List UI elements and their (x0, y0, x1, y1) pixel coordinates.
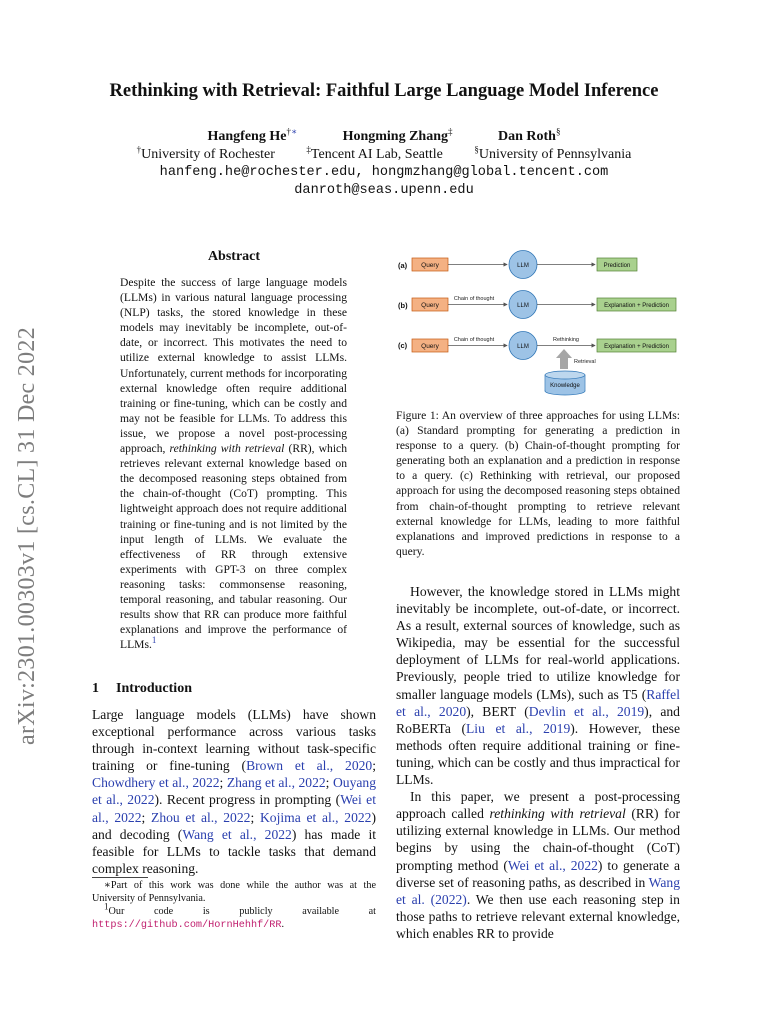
arxiv-identifier[interactable]: arXiv:2301.00303v1 [cs.CL] 31 Dec 2022 (14, 327, 40, 745)
chain-of-thought-label-b: Chain of thought (453, 296, 495, 302)
body-text: ) has made it feasible for LLMs to tackle tasks that demand complex reasoning. (92, 826, 377, 876)
affiliation-mark: § (474, 144, 479, 155)
author-name: Hangfeng He (207, 129, 287, 144)
affiliation-name: Tencent AI Lab, Seattle (310, 147, 443, 162)
abstract-body (120, 275, 347, 652)
llm-label-a: LLM (517, 263, 529, 269)
citation-link[interactable]: Brown et al., 2020 (246, 758, 373, 774)
knowledge-label: Knowledge (550, 383, 580, 389)
footnote-text: Our code is publicly available at (108, 906, 376, 918)
body-text: (RR) for utilizing external knowledge in LLMs. Our method begins by using the chain-of-thought (CoT) prompting method ( (396, 806, 680, 873)
section-title: Introduction (116, 681, 192, 696)
citation-link[interactable]: Chowdhery et al., 2022 (92, 775, 220, 791)
abstract-heading: Abstract (207, 249, 261, 264)
llm-label-b: LLM (517, 303, 529, 309)
body-text: ; (141, 809, 152, 825)
body-text: ). However, these methods often require additional training or fine-tuning, which can be costly and thus impractical for LLMs. (396, 720, 680, 788)
body-text: ) and decoding ( (92, 809, 376, 842)
affiliation-upenn (474, 144, 632, 163)
query-label-c: Query (421, 343, 439, 350)
affiliation-tencent (306, 144, 443, 163)
affiliation-mark: † (136, 144, 142, 155)
footnote-star: ∗Part of this work was done while the author was at the University of Pennsylvania. (92, 880, 376, 905)
citation-link[interactable]: Wei et al., 2022 (92, 792, 376, 825)
explanation-label-c: Explanation + Prediction (604, 344, 669, 350)
abstract-emphasis: rethinking with retrieval (169, 442, 285, 456)
body-text: Large language models (LLMs) have shown exceptional performance across various tasks through in-context learning without task-specific training or fine-tuning ( (92, 707, 376, 774)
citation-link[interactable]: Wang et al. (2022) (396, 874, 680, 907)
row-b-label: (b) (398, 301, 408, 310)
figure-1 (396, 241, 680, 403)
citation-link[interactable]: Devlin et al., 2019 (528, 703, 645, 719)
body-text: ) to generate a diverse set of reasoning paths, as described in (396, 857, 680, 890)
citation-link[interactable]: Liu et al., 2019 (466, 720, 571, 736)
affiliation-name: University of Pennsylvania (478, 147, 632, 162)
right-paragraph-2 (396, 788, 680, 942)
affiliation-mark: ‡ (306, 144, 311, 155)
affiliation-name: University of Rochester (141, 147, 275, 162)
author-zhang (342, 126, 453, 145)
citation-link[interactable]: Wei et al., 2022 (507, 857, 598, 873)
citation-link[interactable]: Raffel et al., 2020 (396, 686, 680, 719)
query-label-b: Query (421, 302, 439, 309)
body-text: ; (325, 775, 333, 791)
author-mark: † (286, 126, 291, 137)
body-text: ), BERT ( (466, 703, 529, 719)
paper-title: Rethinking with Retrieval: Faithful Large Language Model Inference (109, 81, 659, 101)
affiliation-rochester (136, 144, 275, 163)
author-mark: § (555, 126, 561, 137)
citation-link[interactable]: Kojima et al., 2022 (259, 809, 372, 825)
author-he (207, 126, 298, 145)
author-mark: ‡ (448, 126, 453, 137)
chain-of-thought-label-c: Chain of thought (453, 337, 495, 343)
body-text: However, the knowledge stored in LLMs might inevitably be incomplete, out-of-date, or incorrect. As a result, external sources of knowledge, such as Wikipedia, may be essential for the successful deployment of LLMs for real-world applications. Previously, people tried to utilize knowledge for smaller language models (LMs), such as T5 ( (396, 584, 680, 702)
author-name: Dan Roth (498, 129, 556, 144)
row-c-label: (c) (398, 341, 408, 350)
body-text: ; (372, 758, 377, 774)
llm-label-c: LLM (517, 344, 529, 350)
body-text: ). Recent progress in prompting ( (154, 792, 341, 808)
section-number: 1 (92, 681, 99, 696)
explanation-label-b: Explanation + Prediction (604, 303, 669, 309)
right-paragraph-1 (396, 583, 680, 788)
body-text: In this paper, we present a post-processing approach called (396, 789, 680, 822)
footnote-mark: 1 (104, 901, 109, 912)
footnotes (92, 879, 376, 932)
footnote-text: . (281, 919, 285, 931)
body-emphasis: rethinking with retrieval (489, 806, 626, 822)
right-column-text (396, 583, 680, 942)
email-line-1: hanfeng.he@rochester.edu, hongmzhang@global.tencent.com (159, 165, 609, 180)
author-name: Hongming Zhang (342, 129, 449, 144)
retrieval-label: Retrieval (574, 359, 596, 365)
retrieval-arrow-icon (556, 349, 572, 369)
body-text: ; (219, 775, 227, 791)
intro-paragraph (92, 706, 376, 877)
abstract-text: (RR), which retrieves relevant external knowledge based on the decomposed reasoning steps obtained from the chain-of-thought (CoT) prompting. This lightweight approach does not require additional training or fine-tuning and is not limited by the input length of LLMs. We evaluate the effectiveness of RR through extensive experiments with GPT-3 on three complex reasoning tasks: commonsense reasoning, temporal reasoning, and tabular reasoning. Our results show that RR can produce more faithful explanations and improve the performance of LLMs. (120, 442, 347, 652)
citation-link[interactable]: Zhang et al., 2022 (226, 775, 326, 791)
section-heading-introduction (92, 681, 192, 697)
footnote-1 (92, 901, 376, 932)
footnote-divider (92, 877, 148, 878)
figure-1-diagram (396, 241, 680, 403)
body-text: ), and RoBERTa ( (396, 703, 680, 736)
code-url-link[interactable]: https://github.com/HornHehhf/RR (92, 920, 282, 932)
body-text: ; (250, 809, 260, 825)
author-list (0, 126, 768, 145)
row-a-label: (a) (398, 261, 408, 270)
affiliation-list (0, 144, 768, 163)
author-roth (498, 126, 561, 145)
citation-link[interactable]: Zhou et al., 2022 (151, 809, 251, 825)
abstract-text: Despite the success of large language models (LLMs) in various natural language processing (NLP) tasks, the stored knowledge in these models may inevitably be incomplete, out-of-date, or incorrect. This motivates the need to utilize external knowledge to assist LLMs. Unfortunately, current methods for incorporating external knowledge often require additional training or fine-tuning, which can be costly and may not be feasible for LLMs. To address this issue, we propose a novel post-processing approach, (120, 276, 347, 456)
author-footnote-mark[interactable]: ∗ (290, 126, 298, 137)
rethinking-label: Rethinking (553, 337, 579, 343)
footnote-link[interactable]: 1 (151, 635, 157, 646)
query-label-a: Query (421, 262, 439, 269)
email-line-2: danroth@seas.upenn.edu (294, 183, 474, 198)
figure-1-caption: Figure 1: An overview of three approaches for using LLMs: (a) Standard prompting for generating a prediction in response to a query. (b) Chain-of-thought prompting for generating both an explanation and a prediction in response to a query. (c) Rethinking with retrieval, our proposed approach for using the decomposed reasoning steps obtained from chain-of-thought prompting to retrieve relevant external knowledge for LLMs, leading to more faithful explanations and improved predictions in response to a query. (396, 409, 680, 558)
body-text: . We then use each reasoning step in those paths to retrieve relevant external knowledge, which enables RR to provide (396, 891, 680, 941)
citation-link[interactable]: Wang et al., 2022 (182, 826, 292, 842)
prediction-label-a: Prediction (603, 263, 631, 269)
citation-link[interactable]: Ouyang et al., 2022 (92, 775, 376, 808)
